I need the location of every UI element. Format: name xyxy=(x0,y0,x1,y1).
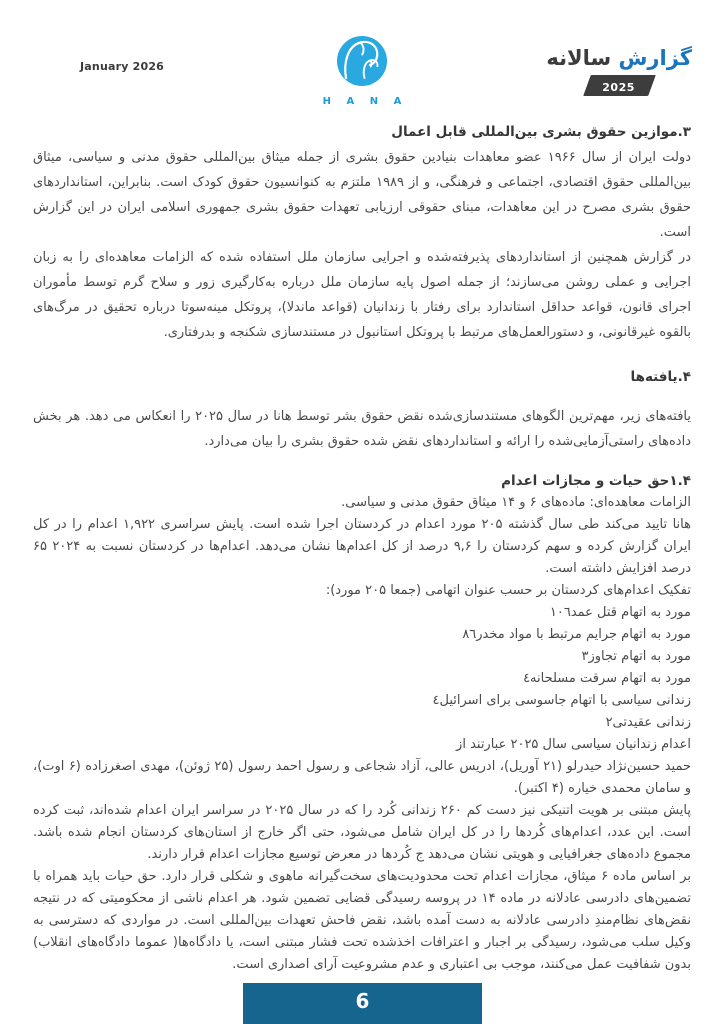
page-number: 6 xyxy=(355,988,370,1013)
header-date: January 2026 xyxy=(80,60,165,73)
report-title xyxy=(546,46,692,70)
section-4-1 xyxy=(33,470,691,976)
report-title-word-dark: سالانه xyxy=(546,46,612,70)
document-body xyxy=(33,120,691,976)
year-badge xyxy=(583,75,655,96)
section-3-paragraph-1: دولت ایران از سال ۱۹۶۶ عضو معاهدات بنیادین حقوق بشری از جمله میثاق بین‌المللی حقوق مدنی و سیاسی، میثاق بین‌المللی حقوق اقتصادی، اجتماعی و فرهنگی، و از ۱۹۸۹ ملتزم به کنوانسیون حقوق کودک است. بنابراین، استانداردهای حقوق بشری مصرح در این معاهدات، مبنای حقوقی ارزیابی تعهدات حقوق بشری جمهوری اسلامی ایران در این گزارش است. xyxy=(33,150,691,240)
breakdown-title: تفکیک اعدام‌های کردستان بر حسب عنوان اتهامی (جمعا ۲۰۵ مورد): xyxy=(325,583,691,598)
political-executions-line: اعدام زندانیان سیاسی سال ۲۰۲۵ عبارتند از xyxy=(456,737,691,752)
executions-statistics-paragraph: هانا تایید می‌کند طی سال گذشته ۲۰۵ مورد اعدام در کردستان اجرا شده است. پایش سراسری ۱,۹۲۲ اعدام را در کل ایران گزارش کرده و سهم کردستان را ۹,۶ درصد از کل اعدام‌ها نشان می‌دهد. اعدام‌ها در کردستان نسبت به ۲۰۲۴ ۶۵ درصد افزایش داشته است. xyxy=(33,517,692,576)
treaty-obligations-line: الزامات معاهده‌ای: ماده‌های ۶ و ۱۴ میثاق حقوق مدنی و سیاسی. xyxy=(341,495,691,510)
section-3-heading: ۳.موازین حقوق بشری بین‌المللی قابل اعمال xyxy=(391,124,691,140)
list-item: مورد به اتهام سرقت مسلحانه٤ xyxy=(523,671,691,686)
ethnic-monitoring-paragraph: پایش مبتنی بر هویت اتنیکی نیز دست کم ۲۶۰ زندانی کُرد را که در سال ۲۰۲۵ در سراسر ایران اعدام شده‌اند، ثبت کرده است. این عدد، اعدام‌های کُردها را در کل ایران شامل می‌شود، حتی اگر خارج از استان‌های کردستان انجام شده باشد. مجموع داده‌های جغرافیایی و هویتی نشان می‌دهد ج کُردها در معرض توسیع مجازات اعدام قرار دارند. xyxy=(33,803,692,862)
year-badge-wrap xyxy=(546,75,692,96)
list-item: مورد به اتهام تجاوز٣ xyxy=(581,649,691,664)
hana-logo-wordmark: H A N A xyxy=(322,96,408,107)
footer-page-bar xyxy=(243,983,482,1024)
section-4-intro: یافته‌های زیر، مهم‌ترین الگوهای مستندسازی‌شده نقض حقوق بشر توسط هانا در سال ۲۰۲۵ را انعکاس می دهد. هر بخش داده‌های راستی‌آزمایی‌شده را ارائه و استانداردهای نقض شده حقوق بشری را بیان می‌دارد. xyxy=(33,409,691,449)
charge-breakdown-list xyxy=(33,602,691,734)
report-title-block xyxy=(546,46,692,96)
section-4-1-heading: ۱.۴حق حیات و مجازات اعدام xyxy=(501,473,691,489)
list-item: مورد به اتهام قتل عمد١٠٦ xyxy=(549,605,691,620)
list-item: مورد به اتهام جرایم مرتبط با مواد مخدر٨٦ xyxy=(462,627,691,642)
list-item: زندانی سیاسی با اتهام جاسوسی برای اسرائیل٤ xyxy=(432,693,691,708)
year-badge-label: 2025 xyxy=(602,81,635,94)
hana-bird-icon xyxy=(334,75,390,94)
executed-prisoners-names: حمید حسین‌نژاد حیدرلو (۲۱ آوریل)، ادریس عالی، آزاد شجاعی و رسول احمد رسول (۲۵ ژوئن)، مهدی اصغرزاده (۶ اوت)، و سامان محمدی خیاره (۴ اکتبر). xyxy=(33,759,692,796)
hana-logo xyxy=(302,34,422,107)
page-header xyxy=(0,0,724,118)
legal-analysis-paragraph: بر اساس ماده ۶ میثاق، مجازات اعدام تحت محدودیت‌های سخت‌گیرانه ماهوی و شکلی قرار دارد. حق حیات باید همراه با تضمین‌های دادرسی عادلانه در ماده ۱۴ در پروسه رسیدگی قضایی تضمین شود. هر اعدام ناشی از محکومیتی که در نتیجه نقض‌های نظام‌مندِ دادرسی عادلانه به دست آمده باشد، نقض فاحش تعهدات بین‌المللی است. در مواردی که دسترسی به وکیل سلب می‌شود، رسیدگی بر اجبار و اعترافات اخذشده تحت فشار مبتنی است، یا دادگاه‌ها( عموما دادگاه‌های انقلاب) بدون شفافیت عمل می‌کنند، موجب بی اعتباری و عدم مشروعیت آرای اصداری است. xyxy=(33,869,691,972)
section-4-heading: ۴.یافته‌ها xyxy=(630,369,691,385)
section-3-paragraph-2: در گزارش همچنین از استانداردهای پذیرفته‌شده و اجرایی سازمان ملل استفاده شده که الزامات معاهده‌ای را به زبان اجرایی و عملی روشن می‌سازند؛ از جمله اصول پایه سازمان ملل درباره به‌کارگیری زور و سلاح گرم توسط مأموران اجرای قانون، قواعد حداقل استاندارد برای رفتار با زندانیان (قواعد ماندلا)، پروتکل مینه‌سوتا درباره تحقیق در مرگ‌های بالقوه غیرقانونی، و دستورالعمل‌های مرتبط با پروتکل استانبول در مستندسازی شکنجه و بدرفتاری. xyxy=(33,250,691,340)
list-item: زندانی عقیدتی٢ xyxy=(605,715,691,730)
report-title-word-blue: گزارش xyxy=(618,46,692,70)
